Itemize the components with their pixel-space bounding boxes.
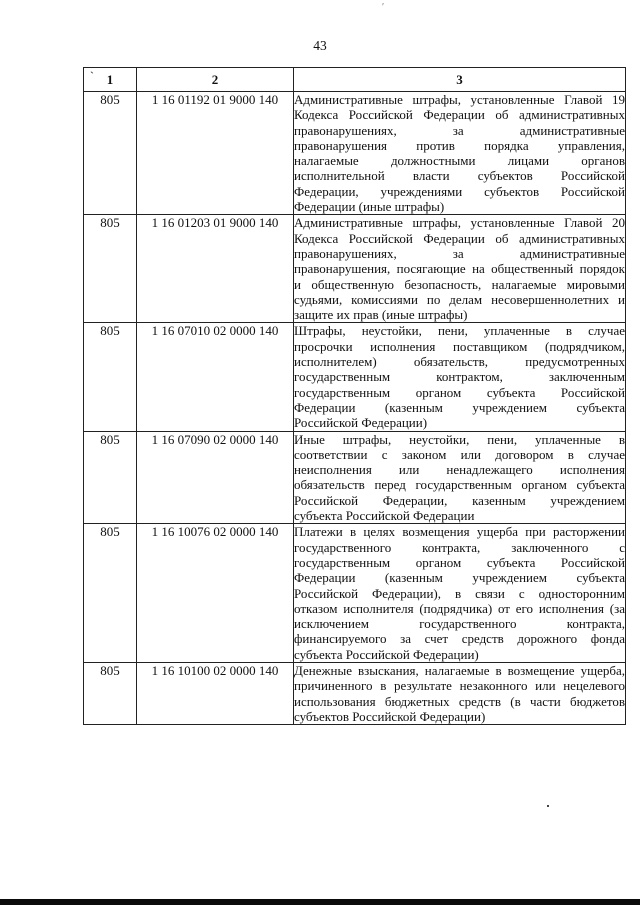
description-line: причиненного в результате незаконного или нецелевого	[294, 678, 625, 694]
description-line: правонарушениях, за административные	[294, 245, 625, 261]
description-line: Иные штрафы, неустойки, пени, уплаченные в	[294, 431, 625, 447]
budget-classification-code-cell: 1 16 07010 02 0000 140	[137, 323, 294, 431]
description-line: Российской Федерации)	[294, 415, 428, 431]
table-row	[84, 662, 626, 724]
income-description-cell	[294, 92, 626, 215]
description-line: финансируемого за счет средств дорожного фонда	[294, 631, 625, 647]
description-line: обязательств перед государственным органом субъекта	[294, 477, 625, 493]
description-line: использования бюджетных средств (в части бюджетов	[294, 693, 625, 709]
description-line: правонарушениях, за административные	[294, 122, 625, 138]
description-line: налагаемые должностными лицами органов	[294, 153, 625, 169]
description-line: Кодекса Российской Федерации об административных	[294, 230, 625, 246]
description-line: судьями, комиссиями по делам несовершеннолетних и	[294, 291, 625, 307]
description-line: Платежи в целях возмещения ущерба при расторжении	[294, 524, 625, 540]
description-line: правонарушения, посягающие на общественный порядок	[294, 261, 625, 277]
description-line: государственным органом субъекта Российской	[294, 384, 625, 400]
income-description-cell	[294, 215, 626, 323]
description-line: Федерации (казенным учреждением субъекта	[294, 399, 625, 415]
income-description-cell	[294, 323, 626, 431]
description-line: защите их прав (иные штрафы)	[294, 307, 468, 323]
description-line: Административные штрафы, установленные Главой 20	[294, 215, 625, 231]
description-line: неисполнения или ненадлежащего исполнения	[294, 462, 625, 478]
table-body	[84, 92, 626, 725]
admin-code-cell: 805	[84, 215, 137, 323]
scan-mark: ʹ	[382, 2, 385, 13]
scan-speck	[547, 805, 549, 807]
column-header-1	[84, 68, 137, 92]
column-header-2: 2	[137, 68, 294, 92]
description-line: субъекта Российской Федерации	[294, 508, 475, 524]
budget-codes-table	[83, 67, 626, 725]
description-line: Российской Федерации), в связи с односторонним	[294, 585, 625, 601]
description-line: исполнителем) обязательств, предусмотренных	[294, 354, 625, 370]
description-line: Российской Федерации, казенным учреждением	[294, 492, 625, 508]
description-line: Штрафы, неустойки, пени, уплаченные в случае	[294, 323, 625, 339]
table-header-row	[84, 68, 626, 92]
scan-tick-mark: `	[90, 69, 94, 83]
description-line: правонарушения против порядка управления,	[294, 137, 625, 153]
description-line: Денежные взыскания, налагаемые в возмещение ущерба,	[294, 662, 625, 678]
description-line: просрочки исполнения поставщиком (подрядчиком,	[294, 338, 625, 354]
table-row	[84, 524, 626, 663]
description-line: государственного контракта, заключенного с	[294, 539, 625, 555]
description-line: государственным органом субъекта Российской	[294, 554, 625, 570]
description-line: Федерации (иные штрафы)	[294, 199, 445, 215]
description-line: Кодекса Российской Федерации об административных	[294, 107, 625, 123]
admin-code-cell: 805	[84, 431, 137, 524]
description-line: Административные штрафы, установленные Главой 19	[294, 92, 625, 107]
table-row	[84, 92, 626, 215]
income-description-cell	[294, 524, 626, 663]
table-row	[84, 323, 626, 431]
admin-code-cell: 805	[84, 92, 137, 215]
description-line: отказом исполнителя (подрядчика) от его исполнения (за	[294, 600, 625, 616]
income-description-cell	[294, 431, 626, 524]
budget-classification-code-cell: 1 16 01203 01 9000 140	[137, 215, 294, 323]
description-line: субъектов Российской Федерации)	[294, 708, 486, 724]
description-line: субъекта Российской Федерации)	[294, 646, 479, 662]
table-row	[84, 431, 626, 524]
budget-classification-code-cell: 1 16 07090 02 0000 140	[137, 431, 294, 524]
description-line: соответствии с законом или договором в случае	[294, 446, 625, 462]
admin-code-cell: 805	[84, 524, 137, 663]
description-line: и общественную безопасность, налагаемые мировыми	[294, 276, 625, 292]
admin-code-cell: 805	[84, 323, 137, 431]
description-line: Федерации, учреждениями субъектов Российской	[294, 183, 625, 199]
table-row	[84, 215, 626, 323]
column-header-3: 3	[294, 68, 626, 92]
budget-classification-code-cell: 1 16 01192 01 9000 140	[137, 92, 294, 215]
description-line: исключением государственного контракта,	[294, 616, 625, 632]
description-line: исполнительной власти субъектов Российской	[294, 168, 625, 184]
scan-bottom-edge	[0, 899, 640, 905]
description-line: Федерации (казенным учреждением субъекта	[294, 570, 625, 586]
column-header-1-label: 1	[106, 71, 114, 87]
income-description-cell	[294, 662, 626, 724]
page-number: 43	[313, 38, 327, 53]
budget-classification-code-cell: 1 16 10076 02 0000 140	[137, 524, 294, 663]
admin-code-cell: 805	[84, 662, 137, 724]
budget-classification-code-cell: 1 16 10100 02 0000 140	[137, 662, 294, 724]
description-line: государственным контрактом, заключенным	[294, 369, 625, 385]
